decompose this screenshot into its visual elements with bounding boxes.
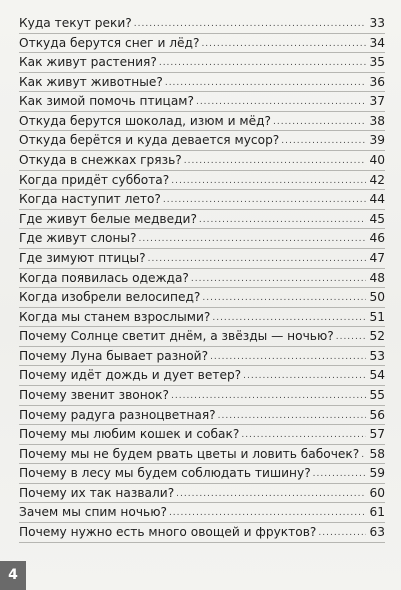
toc-entry-page: 58 [369,446,385,461]
toc-row [19,425,385,445]
toc-entry-title: Где зимуют птицы? [19,250,146,265]
toc-row [19,327,385,347]
toc-entry-page: 52 [369,329,385,344]
toc-entry-title: Зачем мы спим ночью? [19,505,167,520]
toc-row [19,151,385,171]
toc-entry-title: Почему звенит звонок? [19,387,169,402]
toc-dot-leader [199,211,366,230]
toc-row [19,229,385,249]
toc-row [19,503,385,523]
toc-entry-page: 42 [369,172,385,187]
toc-row [19,34,385,54]
toc-entry-title: Почему Солнце светит днём, а звёзды — ночью? [19,329,334,344]
toc-dot-leader [169,504,366,523]
toc-entry-page: 55 [369,387,385,402]
toc-dot-leader [159,54,366,73]
toc-entry-title: Как зимой помочь птицам? [19,94,194,109]
toc-row [19,445,385,465]
toc-row [19,112,385,132]
toc-entry-title: Почему их так назвали? [19,485,175,500]
toc-dot-leader [191,270,366,289]
toc-entry-title: Почему в лесу мы будем соблюдать тишину? [19,466,311,481]
toc-entry-title: Как живут животные? [19,74,163,89]
toc-row [19,269,385,289]
toc-entry-page: 38 [369,113,385,128]
toc-row [19,523,385,543]
toc-row [19,484,385,504]
toc-entry-page: 37 [369,94,385,109]
toc-entry-page: 39 [369,133,385,148]
toc-row [19,171,385,191]
toc-dot-leader [273,113,366,132]
toc-row [19,406,385,426]
toc-entry-page: 59 [369,466,385,481]
toc-entry-page: 46 [369,231,385,246]
toc-entry-page: 35 [369,55,385,70]
toc-row [19,14,385,34]
toc-dot-leader [318,524,366,543]
toc-dot-leader [243,367,366,386]
toc-entry-page: 47 [369,250,385,265]
toc-dot-leader [171,172,366,191]
toc-entry-title: Почему Луна бывает разной? [19,348,209,363]
toc-dot-leader [163,191,366,210]
toc-entry-title: Когда придёт суббота? [19,172,170,187]
toc-entry-title: Куда текут реки? [19,16,132,30]
toc-entry-page: 60 [369,485,385,500]
toc-entry-title: Где живут белые медведи? [19,211,197,226]
toc-entry-page: 34 [369,35,385,50]
toc-entry-title: Почему радуга разноцветная? [19,407,216,422]
toc-entry-page: 33 [369,16,385,30]
toc-entry-title: Почему нужно есть много овощей и фруктов? [19,525,317,540]
toc-entry-title: Почему мы не будем рвать цветы и ловить бабочек? [19,446,360,461]
toc-entry-page: 61 [369,505,385,520]
table-of-contents [19,14,385,543]
toc-row [19,366,385,386]
toc-entry-title: Когда мы станем взрослыми? [19,309,211,324]
toc-dot-leader [218,407,366,426]
toc-entry-page: 63 [369,525,385,540]
toc-row [19,131,385,151]
toc-entry-title: Откуда берётся и куда девается мусор? [19,133,280,148]
toc-row [19,73,385,93]
toc-entry-page: 56 [369,407,385,422]
toc-dot-leader [336,328,366,347]
toc-dot-leader [313,465,366,484]
toc-entry-page: 51 [369,309,385,324]
toc-dot-leader [196,93,366,112]
toc-entry-page: 44 [369,192,385,207]
toc-entry-title: Откуда берутся шоколад, изюм и мёд? [19,113,271,128]
toc-row [19,386,385,406]
toc-dot-leader [241,426,366,445]
toc-entry-page: 57 [369,427,385,442]
toc-entry-page: 45 [369,211,385,226]
toc-row [19,92,385,112]
toc-row [19,190,385,210]
toc-entry-title: Как живут растения? [19,55,157,70]
toc-entry-title: Почему мы любим кошек и собак? [19,427,240,442]
toc-entry-title: Когда появилась одежда? [19,270,189,285]
toc-entry-page: 40 [369,153,385,168]
toc-entry-title: Откуда берутся снег и лёд? [19,35,200,50]
toc-dot-leader [281,132,366,151]
toc-entry-title: Когда наступит лето? [19,192,161,207]
toc-row [19,288,385,308]
toc-entry-title: Где живут слоны? [19,231,137,246]
page-number-tab: 4 [0,561,26,590]
toc-dot-leader [165,74,366,93]
toc-row [19,308,385,328]
toc-row [19,249,385,269]
toc-dot-leader [361,446,366,465]
toc-entry-title: Откуда в снежках грязь? [19,153,182,168]
toc-entry-page: 36 [369,74,385,89]
toc-dot-leader [210,348,366,367]
toc-dot-leader [201,35,366,54]
toc-dot-leader [139,230,366,249]
toc-entry-page: 54 [369,368,385,383]
toc-entry-page: 53 [369,348,385,363]
toc-dot-leader [212,309,366,328]
toc-row [19,464,385,484]
toc-dot-leader [148,250,366,269]
toc-row [19,210,385,230]
toc-entry-page: 48 [369,270,385,285]
toc-row [19,347,385,367]
toc-dot-leader [171,387,366,406]
toc-entry-page: 50 [369,290,385,305]
toc-row [19,53,385,73]
toc-entry-title: Когда изобрели велосипед? [19,290,201,305]
toc-entry-title: Почему идёт дождь и дует ветер? [19,368,242,383]
toc-dot-leader [202,289,366,308]
toc-dot-leader [176,485,366,504]
toc-dot-leader [134,15,366,34]
toc-dot-leader [184,152,366,171]
